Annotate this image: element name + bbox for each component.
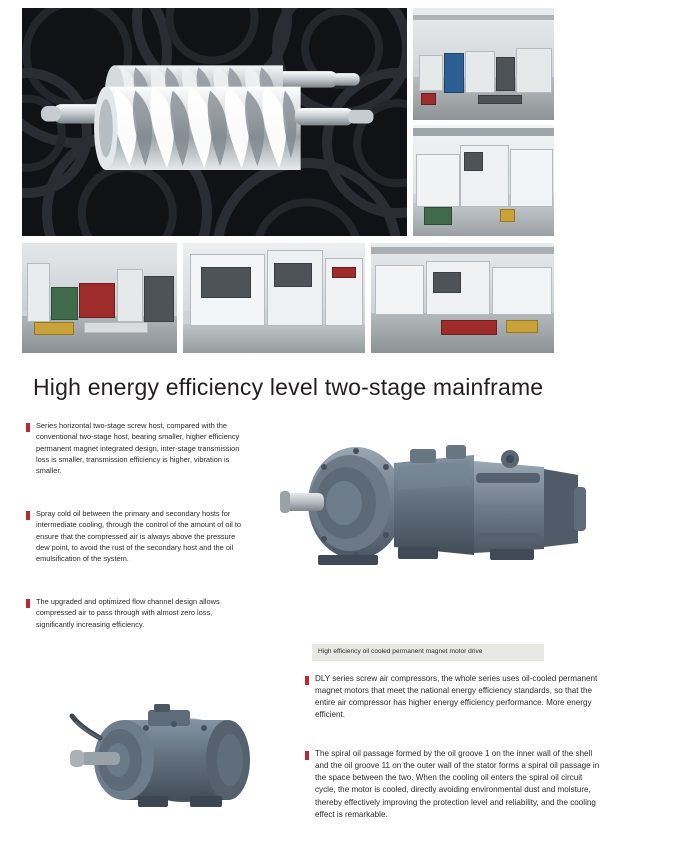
page-title: High energy efficiency level two-stage mainframe <box>33 374 544 400</box>
bullet-item-1 <box>26 420 241 476</box>
bullet-item-3 <box>26 596 241 630</box>
two-stage-mainframe-illustration <box>278 415 588 590</box>
bullet-marker-icon <box>26 423 30 432</box>
permanent-magnet-motor-illustration <box>56 690 266 815</box>
bullet-item-5 <box>305 748 605 821</box>
bullet-text-3: The upgraded and optimized flow channel design allows compressed air to pass through with almost zero loss, significantly increasing efficiency. <box>36 597 220 629</box>
cnc-machine-panel-photo <box>183 243 365 353</box>
bullet-marker-icon <box>26 511 30 520</box>
bullet-text-5: The spiral oil passage formed by the oil groove 1 on the inner wall of the shell and the oil groove 11 on the outer wall of the stator forms a spiral oil passage in the space between the two. When the cooling oil enters the spiral oil circuit cycle, the motor is cooled, directly avoiding environmental dust and moisture, thereby effectively improving the protection level and reliability, and the cooling effect is remarkable. <box>315 749 600 819</box>
machining-workshop-photo <box>371 243 554 353</box>
bullet-item-2 <box>26 508 241 564</box>
production-workshop-photo <box>22 243 177 353</box>
bullet-marker-icon <box>305 676 309 685</box>
photo-grid <box>22 8 554 353</box>
motor-drive-caption: High efficiency oil cooled permanent magnet motor drive <box>312 644 544 661</box>
bullet-item-4 <box>305 673 605 722</box>
screw-rotor-illustration <box>37 44 391 199</box>
bullet-text-2: Spray cold oil between the primary and secondary hosts for intermediate cooling, through the control of the amount of oil to ensure that the compressed air is always above the pressure dew point, to avoid the rust of the secondary host and the oil emulsification of the system. <box>36 509 242 563</box>
bullet-text-1: Series horizontal two-stage screw host, compared with the conventional two-stage host, bearing smaller, higher efficiency permanent magnet integrated design, inter-stage transmission loss is smaller, transmission efficiency is higher, vibration is smaller. <box>36 421 240 475</box>
bullet-marker-icon <box>26 599 30 608</box>
bullet-text-4: DLY series screw air compressors, the whole series uses oil-cooled permanent magnet motors that meet the national energy efficiency standards, so that the entire air compressor has higher energy efficiency performance. More energy efficient. <box>315 674 598 720</box>
bullet-marker-icon <box>305 751 309 760</box>
factory-assembly-line-photo <box>413 8 554 120</box>
screw-rotor-pair-photo <box>22 8 407 236</box>
cnc-machining-center-photo <box>413 125 554 236</box>
